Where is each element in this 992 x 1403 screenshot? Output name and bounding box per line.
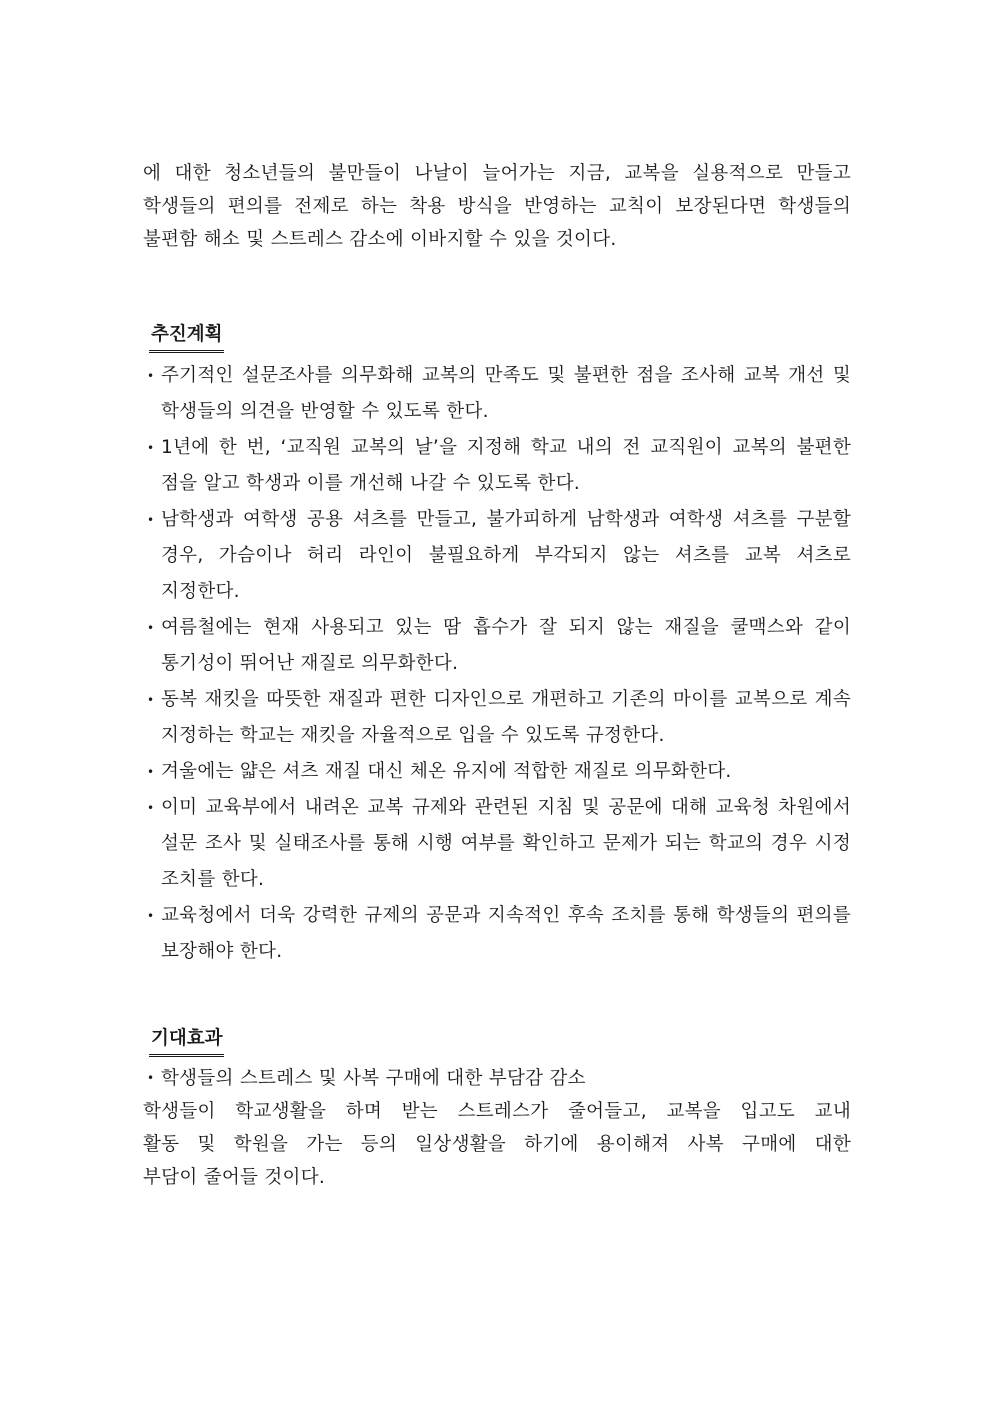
effects-line-2: 활동 및 학원을 가는 등의 일상생활을 하기에 용이해져 사복 구매에 대한 <box>143 1134 851 1155</box>
list-item-text: 주기적인 설문조사를 의무화해 교복의 만족도 및 불편한 점을 조사해 교복 개선 및 학생들의 의견을 반영할 수 있도록 한다. <box>161 365 851 422</box>
bullet-icon: • <box>147 801 155 815</box>
list-item <box>143 754 851 790</box>
intro-paragraph: 에 대한 청소년들의 불만들이 나날이 늘어가는 지금, 교복을 실용적으로 만들고 학생들의 편의를 전제로 하는 착용 방식을 반영하는 교칙이 보장된다면 학생들의 불편함 해소 및 스트레스 감소에 이바지할 수 있을 것이다. <box>143 163 851 250</box>
list-item-text: 1년에 한 번, ‘교직원 교복의 날’을 지정해 학교 내의 전 교직원이 교복의 불편한 점을 알고 학생과 이를 개선해 나갈 수 있도록 한다. <box>161 437 851 494</box>
effects-heading: 기대효과 <box>149 1026 224 1057</box>
bullet-icon: • <box>147 621 155 635</box>
plan-heading: 추진계획 <box>149 322 224 353</box>
effects-bullet-text: 학생들의 스트레스 및 사복 구매에 대한 부담감 감소 <box>161 1068 586 1089</box>
list-item-text: 이미 교육부에서 내려온 교복 규제와 관련된 지침 및 공문에 대해 교육청 차원에서 설문 조사 및 실태조사를 통해 시행 여부를 확인하고 문제가 되는 학교의 경우 시정 조치를 한다. <box>161 797 851 890</box>
plan-heading-wrap <box>143 322 851 358</box>
bullet-icon: • <box>147 513 155 527</box>
effects-line-3: 부담이 줄어들 것이다. <box>143 1167 326 1188</box>
bullet-icon: • <box>147 369 155 383</box>
bullet-icon: • <box>147 765 155 779</box>
list-item-text: 동복 재킷을 따뜻한 재질과 편한 디자인으로 개편하고 기존의 마이를 교복으로 계속 지정하는 학교는 재킷을 자율적으로 입을 수 있도록 규정한다. <box>161 689 851 746</box>
list-item <box>143 610 851 682</box>
bullet-icon: • <box>147 909 155 923</box>
list-item <box>143 502 851 610</box>
bullet-icon: • <box>147 1071 155 1085</box>
effects-bullet <box>143 1062 851 1095</box>
document-body <box>143 157 851 1194</box>
list-item-text: 교육청에서 더욱 강력한 규제의 공문과 지속적인 후속 조치를 통해 학생들의 편의를 보장해야 한다. <box>161 905 851 962</box>
bullet-icon: • <box>147 441 155 455</box>
list-item <box>143 358 851 430</box>
effects-line-1: 학생들이 학교생활을 하며 받는 스트레스가 줄어들고, 교복을 입고도 교내 <box>143 1101 851 1122</box>
list-item-text: 남학생과 여학생 공용 셔츠를 만들고, 불가피하게 남학생과 여학생 셔츠를 구분할 경우, 가슴이나 허리 라인이 불필요하게 부각되지 않는 셔츠를 교복 셔츠로 지정한다. <box>161 509 851 602</box>
list-item-text: 겨울에는 얇은 셔츠 재질 대신 체온 유지에 적합한 재질로 의무화한다. <box>161 761 732 782</box>
list-item-text: 여름철에는 현재 사용되고 있는 땀 흡수가 잘 되지 않는 재질을 쿨맥스와 같이 통기성이 뛰어난 재질로 의무화한다. <box>161 617 851 674</box>
list-item <box>143 790 851 898</box>
list-item <box>143 430 851 502</box>
bullet-icon: • <box>147 693 155 707</box>
list-item <box>143 898 851 970</box>
list-item <box>143 682 851 754</box>
plan-list <box>143 358 851 970</box>
effects-heading-wrap <box>143 1026 851 1062</box>
